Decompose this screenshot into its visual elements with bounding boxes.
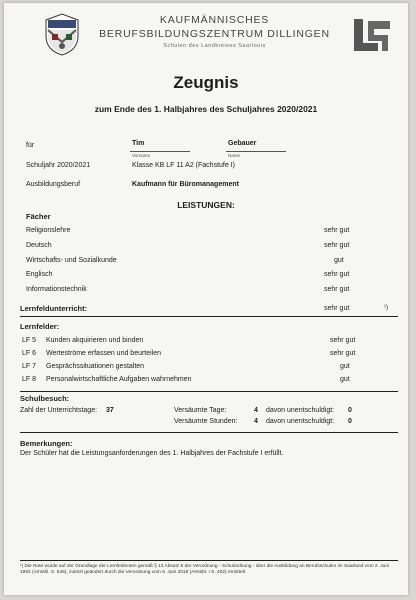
subject-grade: sehr gut [324, 242, 350, 249]
coat-of-arms-icon [42, 12, 82, 56]
first-name-caption: Vorname [132, 153, 151, 158]
subject-name: Wirtschafts- und Sozialkunde [26, 257, 117, 264]
missed-hours-unexcused-label: davon unentschuldigt: [266, 418, 335, 425]
occupation-label: Ausbildungsberuf [26, 181, 81, 188]
divider [20, 432, 398, 433]
subject-name: Informationstechnik [26, 286, 87, 293]
subject-grade: sehr gut [324, 286, 350, 293]
divider [20, 316, 398, 317]
missed-days-unexcused-label: davon unentschuldigt: [266, 407, 335, 414]
footnote-mark: ¹) [384, 305, 388, 311]
learning-field-code: LF 8 [22, 376, 37, 383]
class-name: Klasse KB LF 11 A2 (Fachstufe I) [132, 162, 235, 169]
document-subtitle: zum Ende des 1. Halbjahres des Schuljahres 2020/2021 [94, 104, 318, 114]
last-name-underline [226, 151, 286, 152]
subjects-heading: Fächer [26, 212, 51, 221]
learning-field-name: Kunden akquirieren und binden [46, 337, 144, 344]
learning-field-name: Werteströme erfassen und beurteilen [46, 350, 162, 357]
footnote: ¹) Die Note wurde auf der Grundlage der Lernfeldnoten gemäß § 13 Absatz 5 der Verordnung - Schulordnung - über die Ausbildung an Berufsschulen im Saarland vom 2. Juni 1992 (Amtsbl. S. 646), zuletzt geändert durch die Verordnung vom 6. Juni 2018 (Amtsbl. I S. 402) ermittelt. [20, 564, 390, 575]
last-name-caption: Name [228, 153, 241, 158]
learning-field-grade: gut [340, 376, 350, 383]
subject-grade: sehr gut [324, 271, 350, 278]
certificate-sheet [4, 3, 408, 595]
first-name: Tim [132, 140, 145, 147]
school-days-value: 37 [106, 407, 114, 414]
subject-name: Englisch [26, 271, 53, 278]
learning-field-name: Personalwirtschaftliche Aufgaben wahrnehmen [46, 376, 192, 383]
footnote-divider [20, 560, 398, 561]
learning-field-grade: sehr gut [330, 350, 356, 357]
school-subtitle: Schulen des Landkreises Saarlouis [163, 43, 266, 49]
subject-name: Deutsch [26, 242, 52, 249]
performance-heading: LEISTUNGEN: [177, 200, 235, 210]
missed-days-value: 4 [254, 407, 258, 414]
field-learning-grade: sehr gut [324, 305, 350, 312]
learning-field-code: LF 7 [22, 363, 37, 370]
school-name-line1: KAUFMÄNNISCHES [159, 14, 270, 26]
learning-fields-heading: Lernfelder: [20, 322, 60, 331]
remarks-heading: Bemerkungen: [20, 439, 73, 448]
missed-days-label: Versäumte Tage: [174, 407, 227, 414]
school-name [92, 13, 337, 41]
document-title: Zeugnis [173, 73, 239, 92]
learning-field-grade: gut [340, 363, 350, 370]
missed-hours-value: 4 [254, 418, 258, 425]
subject-name: Religionslehre [26, 227, 71, 234]
school-logo-icon [352, 17, 392, 53]
remarks-text: Der Schüler hat die Leistungsanforderungen des 1. Halbjahres der Fachstufe I erfüllt. [20, 450, 284, 457]
subject-grade: gut [334, 257, 344, 264]
divider [20, 391, 398, 392]
attendance-heading: Schulbesuch: [20, 394, 70, 403]
missed-days-unexcused-value: 0 [348, 407, 352, 414]
subject-grade: sehr gut [324, 227, 350, 234]
occupation: Kaufmann für Büromanagement [132, 181, 239, 188]
first-name-underline [130, 151, 190, 152]
learning-field-name: Gesprächssituationen gestalten [46, 363, 145, 370]
field-learning-label: Lernfeldunterricht: [20, 304, 88, 313]
missed-hours-label: Versäumte Stunden: [174, 418, 238, 425]
school-year: Schuljahr 2020/2021 [26, 162, 91, 169]
school-days-label: Zahl der Unterrichtstage: [20, 407, 98, 414]
school-name-line2: BERUFSBILDUNGSZENTRUM DILLINGEN [99, 28, 330, 40]
last-name: Gebauer [228, 140, 257, 147]
learning-field-code: LF 6 [22, 350, 37, 357]
fuer-label: für [26, 142, 35, 149]
learning-field-grade: sehr gut [330, 337, 356, 344]
learning-field-code: LF 5 [22, 337, 37, 344]
missed-hours-unexcused-value: 0 [348, 418, 352, 425]
